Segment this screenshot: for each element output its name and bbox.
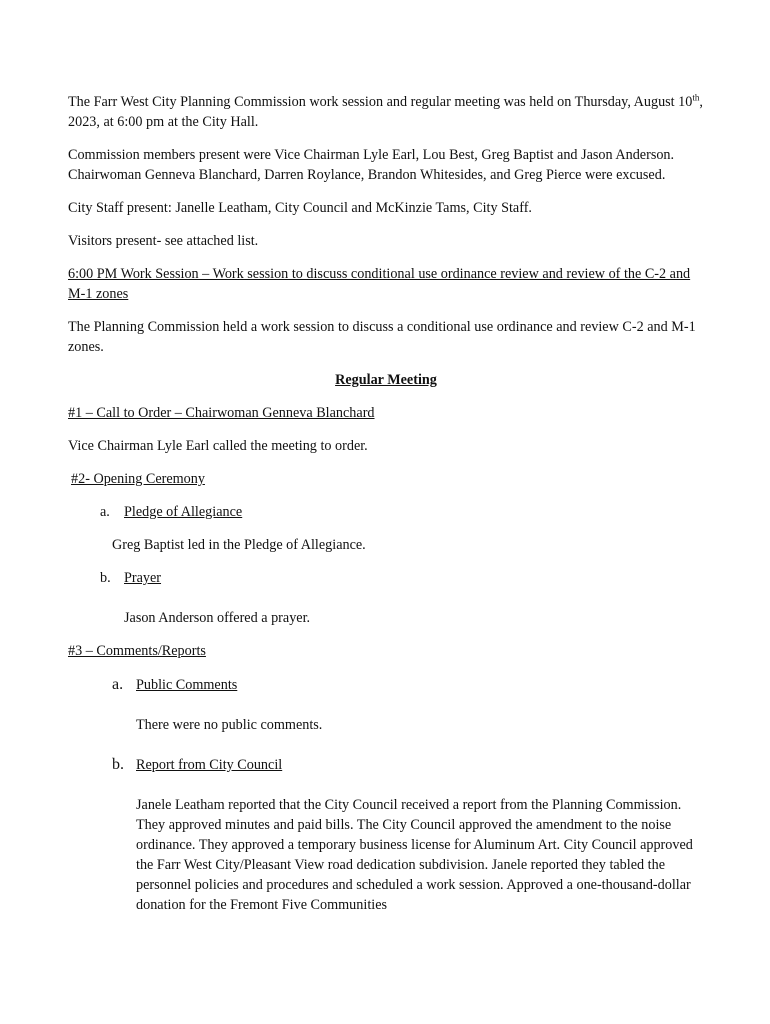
item3-heading-line — [68, 641, 704, 661]
item2-heading-line — [71, 469, 704, 489]
item2b-paragraph: Jason Anderson offered a prayer. — [124, 610, 311, 626]
staff-paragraph: City Staff present: Janelle Leatham, City Council and McKinzie Tams, City Staff. — [68, 200, 532, 216]
item3a-label: Public Comments — [136, 677, 238, 693]
item2a-label: Pledge of Allegiance — [124, 504, 243, 520]
item2-heading: #2- Opening Ceremony — [71, 471, 205, 487]
regular-meeting-heading — [68, 370, 704, 390]
intro-text: The Farr West City Planning Commission work session and regular meeting was held on Thursday, August 10 — [68, 94, 693, 110]
intro-text-end: , 2023, at 6:00 pm at the City Hall. — [68, 94, 703, 130]
item3a-marker: a. — [112, 676, 124, 693]
item2a-marker: a. — [100, 504, 110, 520]
work-session-heading: 6:00 PM Work Session – Work session to discuss conditional use ordinance review and review of the C-2 and M-1 zones — [68, 266, 691, 302]
item3-heading: #3 – Comments/Reports — [68, 643, 206, 659]
item2b-marker: b. — [100, 570, 111, 586]
item3b — [112, 755, 704, 775]
item2b-label: Prayer — [124, 570, 162, 586]
work-session-paragraph: The Planning Commission held a work session to discuss a conditional use ordinance and review C-2 and M-1 zones. — [68, 319, 696, 355]
regular-meeting-title: Regular Meeting — [335, 372, 437, 388]
item3b-marker: b. — [112, 756, 124, 773]
item2a — [100, 502, 704, 522]
item2a-paragraph: Greg Baptist led in the Pledge of Allegiance. — [112, 537, 366, 553]
item2b — [100, 568, 704, 588]
item1-paragraph: Vice Chairman Lyle Earl called the meeting to order. — [68, 438, 368, 454]
item3a — [112, 675, 704, 695]
item3b-paragraph: Janele Leatham reported that the City Council received a report from the Planning Commission. They approved minutes and paid bills. The City Council approved the amendment to the noise ordinance. They approved a temporary business license for Aluminum Art. City Council approved the Farr West City/Pleasant View road dedication subdivision. Janele reported they tabled the personnel policies and procedures and scheduled a work session. Approved a one-thousand-dollar donation for the Fremont Five Communities — [136, 797, 693, 913]
item1-heading-line — [68, 403, 704, 423]
minutes-page — [68, 92, 704, 915]
members-paragraph: Commission members present were Vice Chairman Lyle Earl, Lou Best, Greg Baptist and Jason Anderson. Chairwoman Genneva Blanchard, Darren Roylance, Brandon Whitesides, and Greg Pierce were excused. — [68, 147, 675, 183]
item3b-label: Report from City Council — [136, 757, 283, 773]
visitors-paragraph: Visitors present- see attached list. — [68, 233, 259, 249]
item1-heading: #1 – Call to Order – Chairwoman Genneva Blanchard — [68, 405, 375, 421]
item3a-paragraph: There were no public comments. — [136, 717, 323, 733]
intro-superscript: th — [692, 92, 700, 103]
intro-paragraph — [68, 92, 704, 132]
